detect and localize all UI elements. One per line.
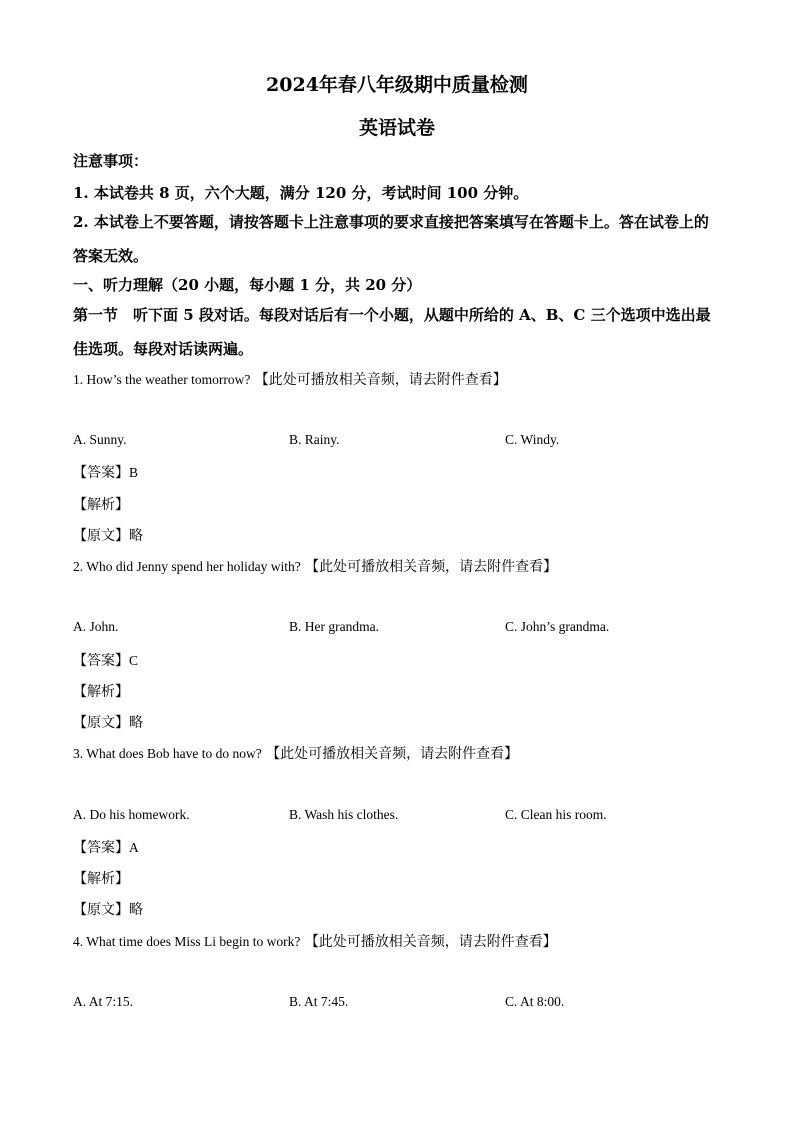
answer-label: 【答案】	[73, 840, 129, 856]
question-2	[73, 556, 557, 576]
original-label: 【原文】	[73, 528, 129, 544]
original-value: 略	[129, 528, 143, 544]
audio-note: 【此处可播放相关音频，请去附件查看】	[305, 559, 558, 575]
section-part-1-instructions: 第一节 听下面 5 段对话。每段对话后有一个小题，从题中所给的 A、B、C 三个选项中选出最佳选项。每段对话读两遍。	[73, 306, 711, 358]
original-value: 略	[129, 715, 143, 731]
answer-value: C	[129, 653, 139, 668]
question-1	[73, 369, 507, 389]
question-2-analysis: 【解析】	[73, 684, 129, 700]
question-4-option-c: C. At 8:00.	[505, 994, 565, 1009]
question-4-option-a: A. At 7:15.	[73, 994, 134, 1009]
question-1-option-b: B. Rainy.	[289, 432, 340, 447]
question-4-text: 4. What time does Miss Li begin to work?	[73, 934, 301, 949]
question-1-text: 1. How’s the weather tomorrow?	[73, 372, 251, 387]
question-2-answer	[73, 650, 138, 670]
section-title: 一、听力理解（20 小题，每小题 1 分，共 20 分）	[73, 276, 422, 294]
answer-value: A	[129, 840, 139, 855]
answer-label: 【答案】	[73, 465, 129, 481]
question-2-option-b: B. Her grandma.	[289, 619, 379, 634]
answer-value: B	[129, 465, 139, 480]
question-3-analysis: 【解析】	[73, 871, 129, 887]
original-label: 【原文】	[73, 715, 129, 731]
question-1-analysis: 【解析】	[73, 497, 129, 513]
question-3	[73, 743, 518, 763]
question-2-option-a: A. John.	[73, 619, 119, 634]
notes-item-2: 2. 本试卷上不要答题，请按答题卡上注意事项的要求直接把答案填写在答题卡上。答在试卷上的答案无效。	[73, 213, 709, 265]
question-2-original	[73, 712, 143, 732]
question-2-text: 2. Who did Jenny spend her holiday with?	[73, 559, 301, 574]
question-1-option-a: A. Sunny.	[73, 432, 127, 447]
audio-note: 【此处可播放相关音频，请去附件查看】	[304, 934, 557, 950]
notes-heading: 注意事项：	[73, 152, 149, 170]
question-2-option-c: C. John’s grandma.	[505, 619, 610, 634]
question-3-original	[73, 899, 143, 919]
question-4-option-b: B. At 7:45.	[289, 994, 349, 1009]
question-4	[73, 931, 557, 951]
audio-note: 【此处可播放相关音频，请去附件查看】	[254, 372, 507, 388]
exam-title: 2024年春八年级期中质量检测	[266, 74, 528, 96]
question-3-answer	[73, 837, 139, 857]
question-3-option-a: A. Do his homework.	[73, 807, 190, 822]
question-1-original	[73, 525, 143, 545]
question-1-answer	[73, 462, 138, 482]
question-3-option-c: C. Clean his room.	[505, 807, 607, 822]
question-3-option-b: B. Wash his clothes.	[289, 807, 399, 822]
notes-item-1: 1. 本试卷共 8 页，六个大题，满分 120 分，考试时间 100 分钟。	[73, 184, 529, 202]
answer-label: 【答案】	[73, 653, 129, 669]
original-value: 略	[129, 902, 143, 918]
question-3-text: 3. What does Bob have to do now?	[73, 746, 262, 761]
audio-note: 【此处可播放相关音频，请去附件查看】	[266, 746, 519, 762]
original-label: 【原文】	[73, 902, 129, 918]
question-1-option-c: C. Windy.	[505, 432, 560, 447]
exam-subtitle: 英语试卷	[358, 117, 435, 139]
